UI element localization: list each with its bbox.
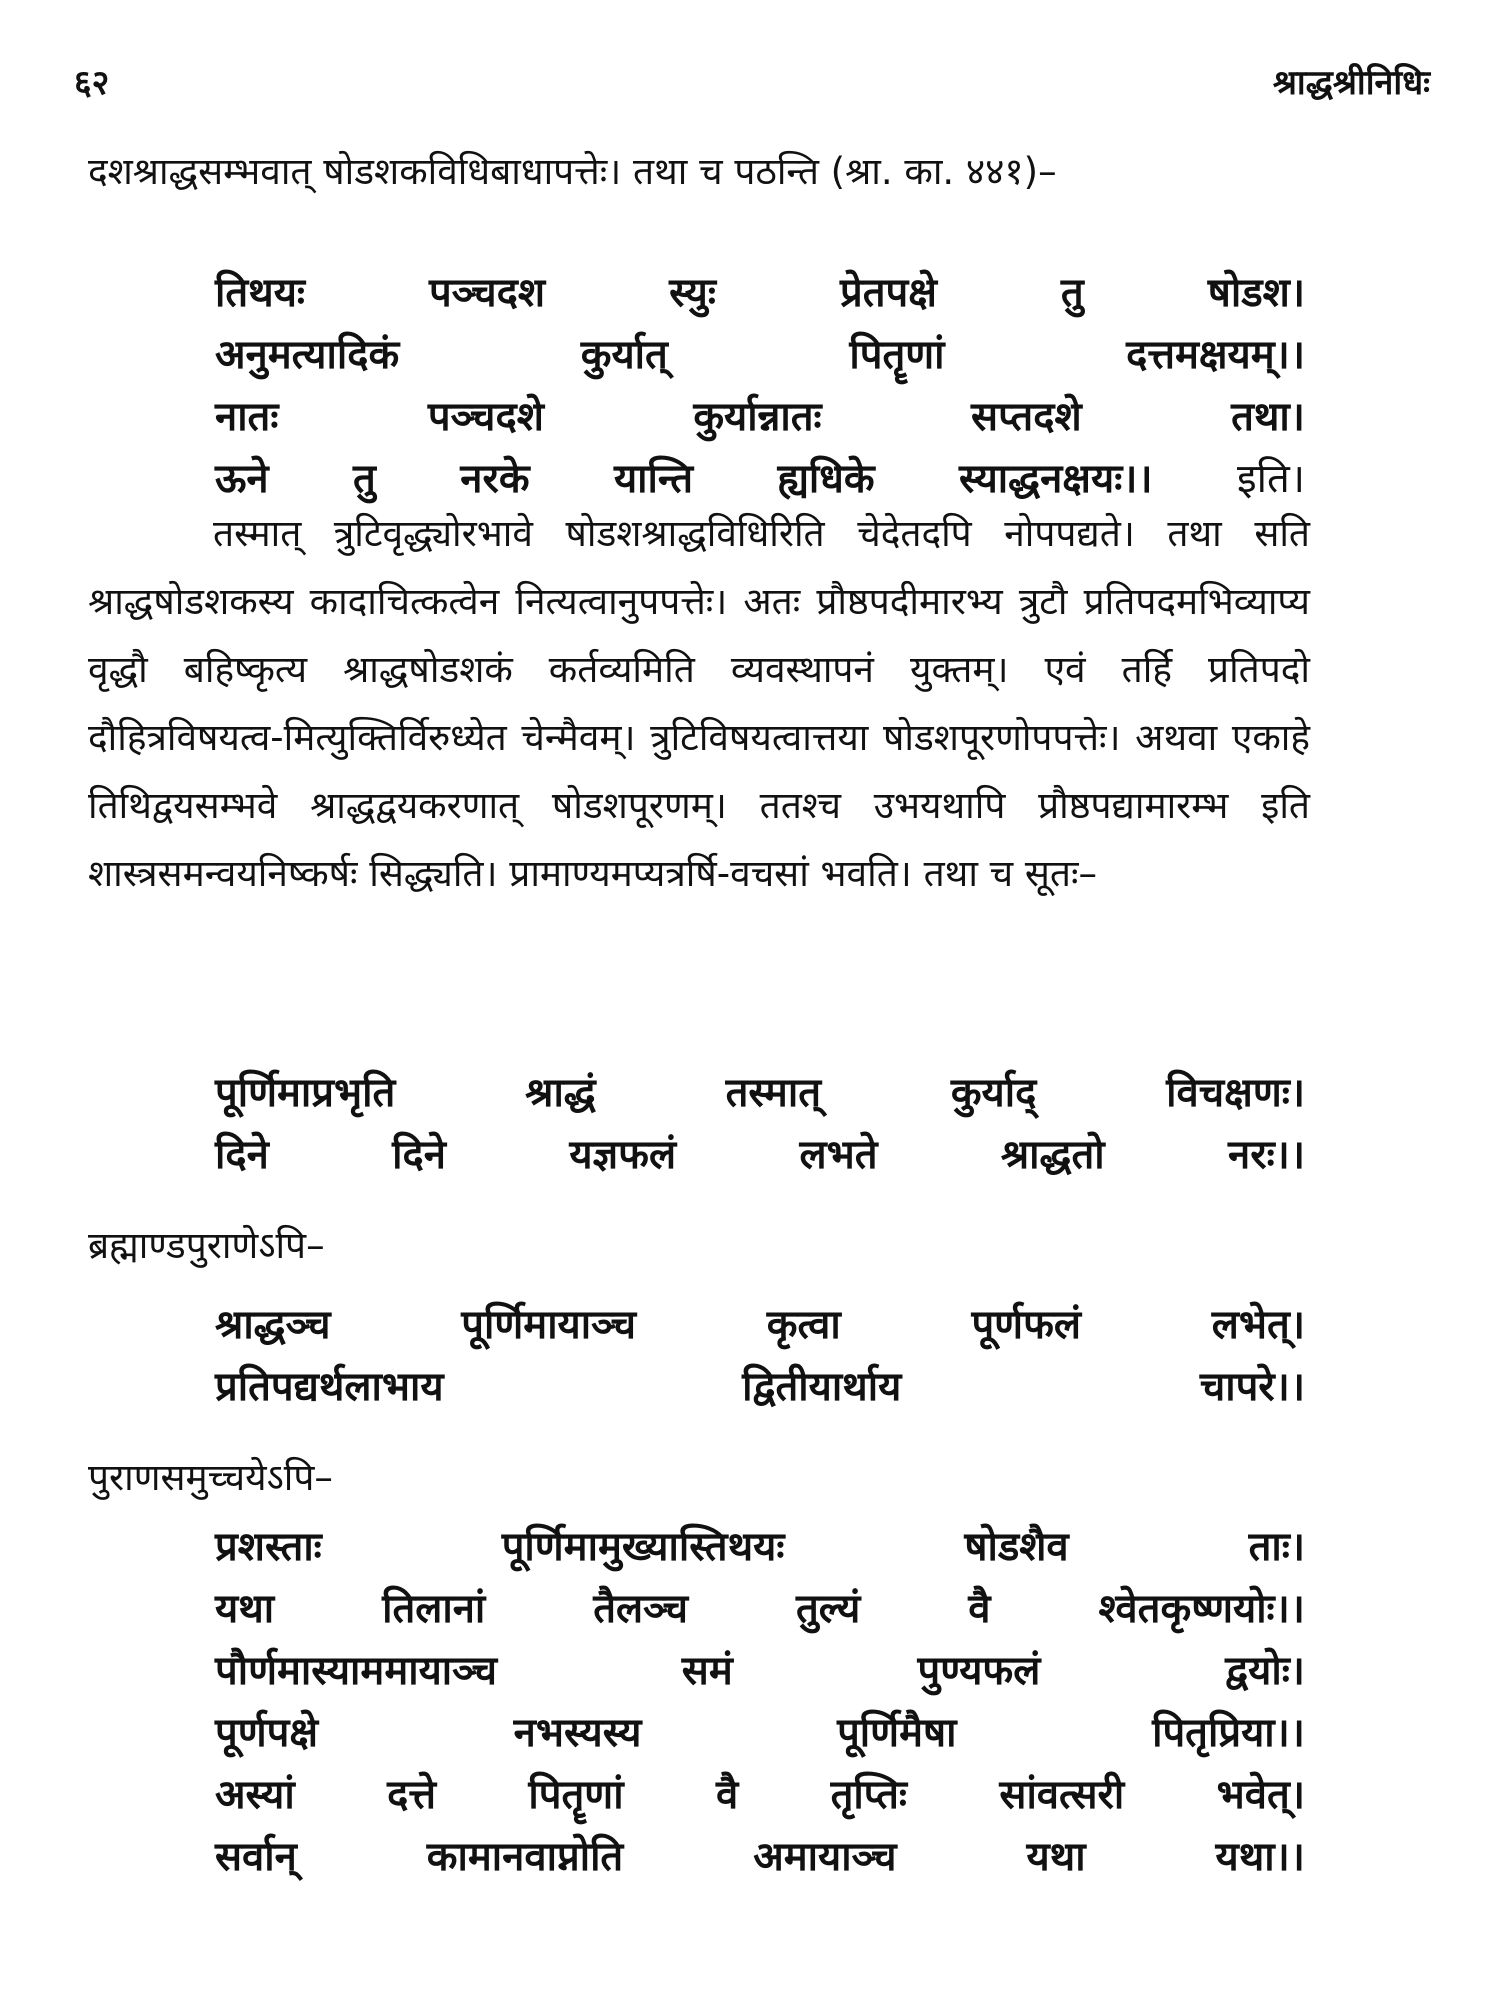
verse-word: विचक्षणः।: [1166, 1070, 1305, 1116]
verse-word: कुर्याद्: [950, 1070, 1037, 1116]
page-header: [72, 58, 1430, 108]
verse-line: [215, 262, 1305, 324]
verse-word: पितृप्रिया।।: [1152, 1710, 1305, 1756]
verse-word: द्वयोः।: [1225, 1648, 1305, 1694]
verse-word: समं: [681, 1648, 733, 1694]
verse-word: यथा।।: [1215, 1834, 1305, 1880]
verse-word: ताः।: [1248, 1524, 1305, 1570]
verse-word: अमायाञ्च: [753, 1834, 897, 1880]
source-label-purana-samuccaya: पुराणसमुच्चयेऽपि–: [88, 1456, 333, 1499]
verse-word: कुर्यान्नातः: [693, 394, 822, 440]
verse-word: ऊने: [215, 456, 269, 502]
verse-word: दत्तमक्षयम्।।: [1126, 332, 1305, 378]
verse-block-1: [215, 262, 1305, 510]
verse-line: [215, 1062, 1305, 1124]
verse-word: पूर्णिमायाञ्च: [461, 1302, 637, 1348]
verse-word: दिने: [215, 1132, 269, 1178]
verse-word: तथा।: [1231, 394, 1305, 440]
verse-word: पूर्णिमैषा: [837, 1710, 957, 1756]
verse-word: तृप्तिः: [830, 1772, 907, 1818]
main-paragraph: तस्मात् त्रुटिवृद्ध्योरभावे षोडशश्राद्धविधिरिति चेदेतदपि नोपपद्यते। तथा सति श्राद्धषोडशकस्य कादाचित्कत्वेन नित्यत्वानुपपत्तेः। अतः प्रौष्ठपदीमारभ्य त्रुटौ प्रतिपदमभिव्याप्य वृद्धौ बहिष्कृत्य श्राद्धषोडशकं कर्तव्यमिति व्यवस्थापनं युक्तम्। एवं तर्हि प्रतिपदो दौहित्रविषयत्व-मित्युक्तिर्विरुध्येत चेन्मैवम्। त्रुटिविषयत्वात्तया षोडशपूरणोपपत्तेः। अथवा एकाहे तिथिद्वयसम्भवे श्राद्धद्वयकरणात् षोडशपूरणम्। ततश्च उभयथापि प्रौष्ठपद्यामारम्भ इति शास्त्रसमन्वयनिष्कर्षः सिद्ध्यति। प्रामाण्यमप्यत्रर्षि-वचसां भवति। तथा च सूतः–: [88, 512, 1310, 895]
verse-word: सांवत्सरी: [999, 1772, 1125, 1818]
verse-line: [215, 1516, 1305, 1578]
verse-word: तु: [1060, 270, 1084, 316]
verse-word: पितॄणां: [849, 332, 945, 378]
verse-word: यथा: [1026, 1834, 1086, 1880]
verse-word: प्रतिपद्यर्थलाभाय: [215, 1364, 444, 1410]
verse-word: कुर्यात्: [580, 332, 668, 378]
verse-word: तैलञ्च: [593, 1586, 689, 1632]
verse-word: द्वितीयार्थाय: [742, 1364, 902, 1410]
verse-word: अस्यां: [215, 1772, 295, 1818]
verse-word: वै: [715, 1772, 739, 1818]
verse-word: तुल्यं: [796, 1586, 861, 1632]
verse-word: भवेत्।: [1216, 1772, 1305, 1818]
verse-word: श्वेतकृष्णयोः।।: [1098, 1586, 1305, 1632]
verse-word: यान्ति: [613, 456, 694, 502]
verse-word: यज्ञफलं: [569, 1132, 677, 1178]
verse-word: तस्मात्: [725, 1070, 822, 1116]
verse-line: [215, 1702, 1305, 1764]
verse-word: पूर्णपक्षे: [215, 1710, 319, 1756]
verse-word: श्राद्धं: [525, 1070, 596, 1116]
intro-paragraph: दशश्राद्धसम्भवात् षोडशकविधिबाधापत्तेः। तथा च पठन्ति (श्रा. का. ४४१)–: [88, 150, 1057, 193]
verse-word: वै: [968, 1586, 991, 1632]
verse-tail-text: इति।: [1237, 456, 1305, 502]
verse-word: सर्वान्: [215, 1834, 297, 1880]
verse-word: तु: [353, 456, 376, 502]
verse-line: [215, 1764, 1305, 1826]
verse-word: नरके: [460, 456, 530, 502]
verse-word: कृत्वा: [766, 1302, 841, 1348]
verse-block-3: [215, 1294, 1305, 1418]
verse-line: [215, 1826, 1305, 1888]
verse-word: सप्तदशे: [971, 394, 1082, 440]
verse-word: लभते: [799, 1132, 878, 1178]
verse-word: पूर्णिमाप्रभृति: [215, 1070, 396, 1116]
verse-word: स्युः: [669, 270, 716, 316]
verse-word: श्राद्धञ्च: [215, 1302, 331, 1348]
verse-word: प्रशस्ताः: [215, 1524, 322, 1570]
verse-line: [215, 1124, 1305, 1186]
verse-block-4: [215, 1516, 1305, 1888]
verse-word: पितॄणां: [528, 1772, 624, 1818]
verse-line: [215, 324, 1305, 386]
verse-word: नातः: [215, 394, 279, 440]
verse-word: ह्यधिके: [777, 456, 875, 502]
verse-word: पुण्यफलं: [917, 1648, 1041, 1694]
verse-word: पूर्णफलं: [971, 1302, 1082, 1348]
verse-word: तिलानां: [382, 1586, 486, 1632]
verse-word: तिथयः: [215, 270, 305, 316]
verse-word: दिने: [392, 1132, 446, 1178]
verse-word: नभस्यस्य: [513, 1710, 642, 1756]
verse-word: प्रेतपक्षे: [839, 270, 937, 316]
verse-word: श्राद्धतो: [1000, 1132, 1105, 1178]
verse-line: [215, 1294, 1305, 1356]
verse-word: अनुमत्यादिकं: [215, 332, 400, 378]
verse-line: [215, 1356, 1305, 1418]
verse-word: पौर्णमास्याममायाञ्च: [215, 1648, 498, 1694]
verse-word: यथा: [215, 1586, 275, 1632]
verse-word: कामानवाप्नोति: [426, 1834, 624, 1880]
verse-line: [215, 1640, 1305, 1702]
verse-word: षोडश।: [1207, 270, 1305, 316]
verse-word: दत्ते: [387, 1772, 436, 1818]
verse-line: [215, 1578, 1305, 1640]
verse-word: चापरे।।: [1199, 1364, 1305, 1410]
running-head: श्राद्धश्रीनिधिः: [1272, 63, 1430, 103]
verse-word: नरः।।: [1228, 1132, 1305, 1178]
page-number: ६२: [74, 63, 110, 103]
verse-word: स्याद्धनक्षयः।।: [959, 456, 1153, 502]
verse-word: षोडशैव: [964, 1524, 1069, 1570]
verse-word: पञ्चदशे: [427, 394, 544, 440]
verse-word: लभेत्।: [1211, 1302, 1305, 1348]
source-label-brahmanda: ब्रह्माण्डपुराणेऽपि–: [88, 1224, 325, 1267]
verse-block-2: [215, 1062, 1305, 1186]
verse-line: [215, 386, 1305, 448]
verse-word: पञ्चदश: [429, 270, 546, 316]
verse-word: पूर्णिमामुख्यास्तिथयः: [501, 1524, 785, 1570]
